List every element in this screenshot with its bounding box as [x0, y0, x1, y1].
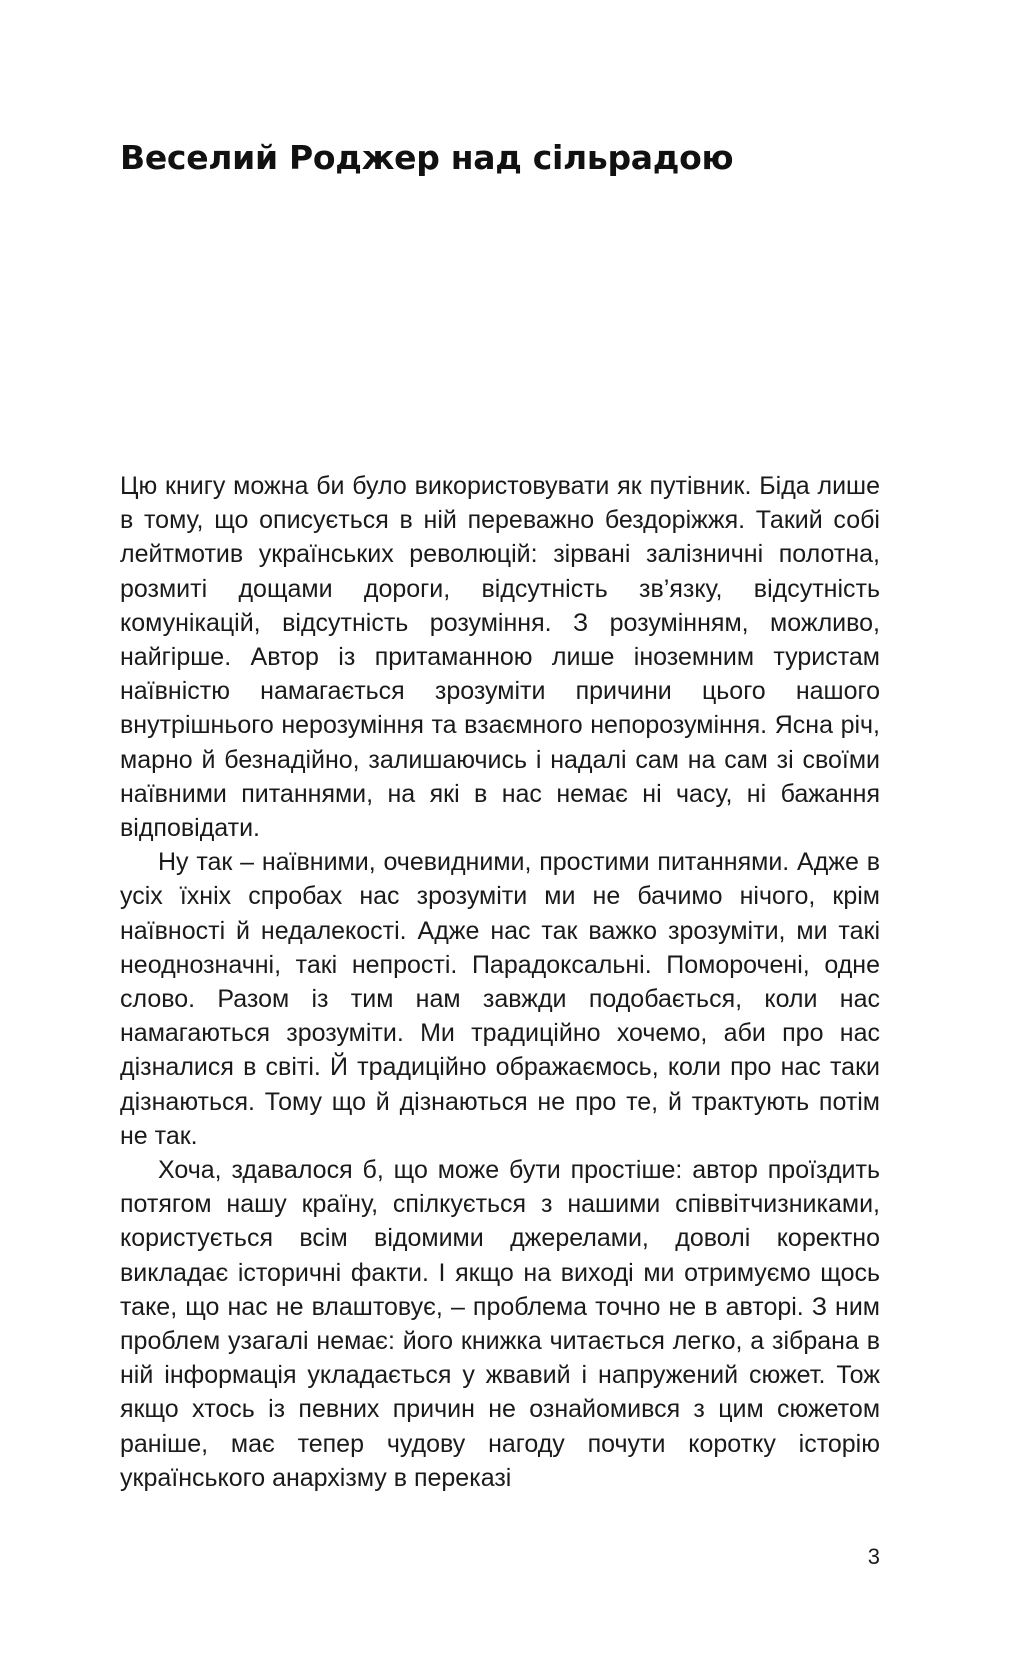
- paragraph-1: Цю книгу можна би було використовувати як путівник. Біда лише в тому, що описується в ній переважно бездоріжжя. Такий собі лейтмотив українських революцій: зірвані залізничні полотна, розмиті дощами дороги, відсутність зв’язку, відсутність комунікацій, відсутність розуміння. З розумінням, можливо, найгірше. Автор із притаманною лише іноземним туристам наївністю намагається зрозуміти причини цього нашого внутрішнього нерозуміння та взаємного непорозуміння. Ясна річ, марно й безнадійно, залишаючись і надалі сам на сам зі своїми наївними питаннями, на які в нас немає ні часу, ні бажання відповідати.: [120, 472, 880, 843]
- paragraph-3: Хоча, здавалося б, що може бути простіше: автор проїздить потягом нашу країну, спілкується з нашими співвітчизниками, користується всім відомими джерелами, доволі коректно викладає історичні факти. І якщо на виході ми отримуємо щось таке, що нас не влаштовує, – проблема точно не в авторі. З ним проблем узагалі немає: його книжка читається легко, а зібрана в ній інформація укладається у жвавий і напружений сюжет. Тож якщо хтось із певних причин не ознайомився з цим сюжетом раніше, має тепер чудову нагоду почути коротку історію українського анархізму в переказі: [120, 1156, 880, 1492]
- body-text: [120, 469, 880, 1495]
- chapter-title: Веселий Роджер над сільрадою: [120, 138, 734, 177]
- page-number: 3: [867, 1544, 880, 1569]
- paragraph-2: Ну так – наївними, очевидними, простими питаннями. Адже в усіх їхніх спробах нас зрозуміти ми не бачимо нічого, крім наївності й недалекості. Адже нас так важко зрозуміти, ми такі неоднозначні, такі непрості. Парадоксальні. Поморочені, одне слово. Разом із тим нам завжди подобається, коли нас намагаються зрозуміти. Ми традиційно хочемо, аби про нас дізналися в світі. Й традиційно ображаємось, коли про нас таки дізнаються. Тому що й дізнаються не про те, й трактують потім не так.: [120, 848, 880, 1150]
